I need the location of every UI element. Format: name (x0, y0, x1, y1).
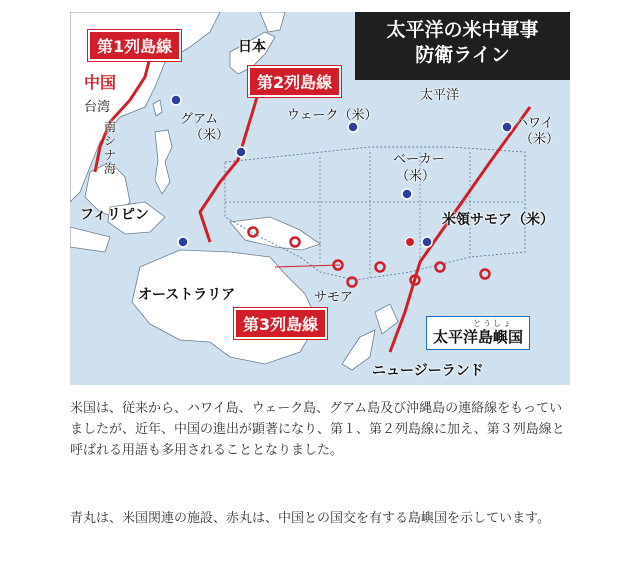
label-pacific: 太平洋 (420, 88, 460, 103)
map-title-line2: 防衛ライン (415, 44, 510, 66)
pacific-defense-map (70, 12, 570, 385)
label-south-china-sea: 南シナ海 (104, 120, 117, 176)
map-title-box (355, 12, 570, 80)
label-guam-us: （米） (190, 128, 230, 143)
legend-ruby: とうしょ (473, 319, 513, 328)
label-wake: ウェーク（米） (287, 108, 378, 123)
label-guam: グアム (180, 112, 219, 127)
label-taiwan: 台湾 (84, 100, 111, 115)
label-baker: ベーカー (393, 152, 445, 167)
label-hawaii: ハワイ (515, 116, 554, 131)
map-title-line1: 太平洋の米中軍事 (386, 19, 539, 41)
label-japan: 日本 (238, 39, 266, 55)
us-marker-hawaii (502, 122, 512, 132)
us-marker-okinawa (171, 95, 181, 105)
us-marker-wake (348, 122, 358, 132)
label-american-samoa: 米領サモア（米） (442, 212, 554, 228)
label-hawaii-us: （米） (520, 132, 560, 147)
legend-name: 太平洋島嶼国 (433, 328, 524, 346)
label-australia: オーストラリア (138, 287, 236, 303)
us-marker-darwin (178, 237, 188, 247)
third-chain-label: 第3列島線 (234, 308, 327, 339)
us-marker-american-samoa (422, 237, 432, 247)
china-marker-samoa (406, 238, 415, 247)
legend-pacific-island-nations (426, 316, 530, 350)
first-chain-label: 第1列島線 (88, 30, 181, 61)
body-paragraph-1: 米国は、従来から、ハワイ島、ウェーク島、グアム島及び沖縄島の連絡線をもっていましたが、近年、中国の進出が顕著になり、第１、第２列島線に加え、第３列島線と呼ばれる用語も多用されることとなりました。 (70, 401, 565, 458)
label-samoa: サモア (314, 290, 354, 305)
label-new-zealand: ニュージーランド (372, 363, 484, 379)
label-philippines: フィリピン (80, 207, 149, 223)
second-chain-label: 第2列島線 (248, 66, 341, 97)
us-marker-baker (402, 189, 412, 199)
body-paragraph-2: 青丸は、米国関連の施設、赤丸は、中国との国交を有する島嶼国を示しています。 (70, 511, 550, 526)
label-baker-us: （米） (396, 169, 436, 184)
label-china: 中国 (84, 73, 117, 92)
us-marker-guam (236, 147, 246, 157)
